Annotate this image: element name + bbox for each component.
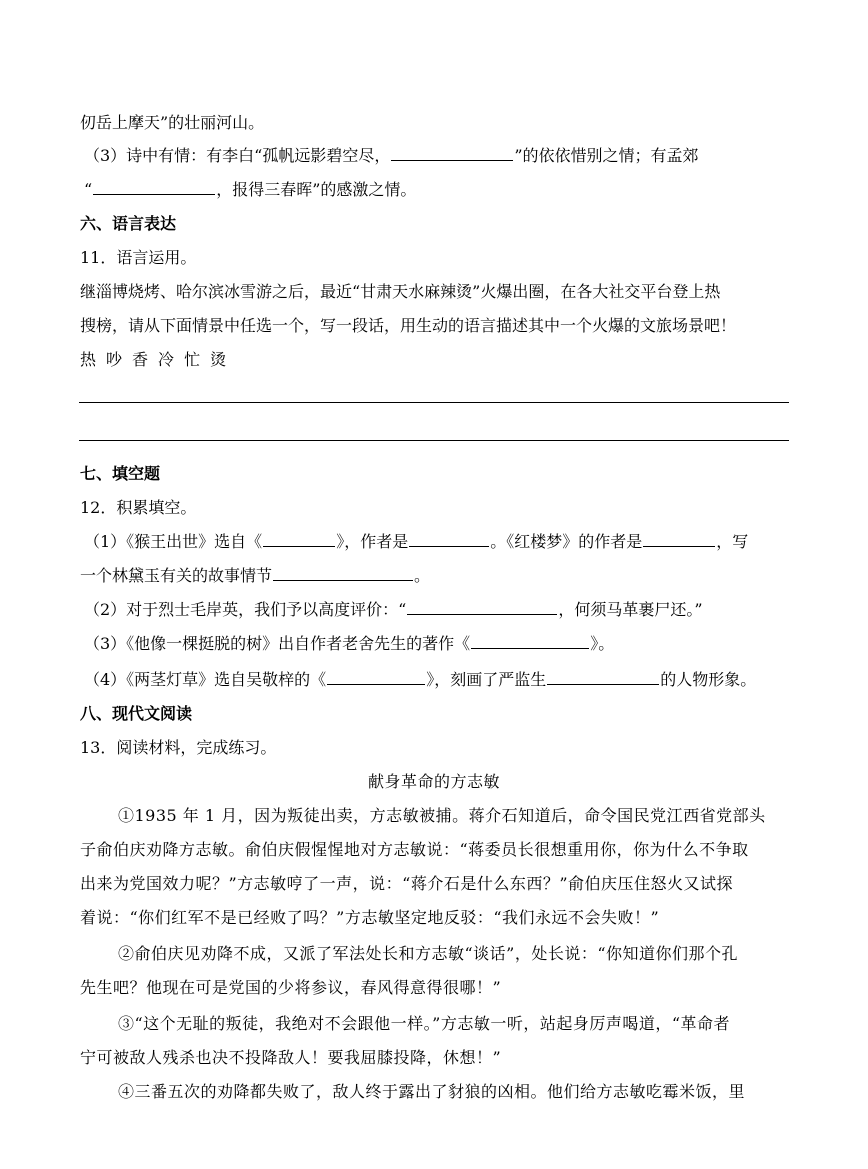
question-13-title: 13．阅读材料，完成练习。 [80, 738, 277, 757]
article-paragraph-line: ②俞伯庆见劝降不成，又派了军法处长和方志敏“谈话”，处长说：“你知道你们那个孔 [118, 944, 739, 963]
q12-1-line-2: 一个林黛玉有关的故事情节 。 [80, 566, 431, 585]
fill-blank[interactable] [407, 600, 557, 615]
article-paragraph-line: 出来为党国效力呢？”方志敏哼了一声，说：“蒋介石是什么东西？”俞伯庆压住怒火又试探 [80, 874, 734, 893]
fill-blank[interactable] [327, 670, 425, 685]
article-paragraph-line: ④三番五次的劝降都失败了，敌人终于露出了豺狼的凶相。他们给方志敏吃霉米饭，里 [118, 1082, 746, 1101]
scene-words [80, 349, 789, 371]
answer-line[interactable] [79, 402, 789, 403]
q12-4-line: （4）《两茎灯草》选自吴敬梓的《 》，刻画了严监生 的人物形象。 [84, 670, 757, 689]
scene-word: 忙 [184, 350, 201, 369]
fill-blank[interactable] [471, 634, 589, 649]
article-paragraph-line: 子俞伯庆劝降方志敏。俞伯庆假惺惺地对方志敏说：“蒋委员长很想重用你，你为什么不争取 [80, 840, 749, 859]
text-line: 继淄博烧烤、哈尔滨冰雪游之后，最近“甘肃天水麻辣烫”火爆出圈，在各大社交平台登上热 [80, 282, 721, 301]
fill-blank[interactable] [409, 532, 489, 547]
fill-blank[interactable] [93, 180, 215, 195]
fill-blank[interactable] [273, 566, 413, 581]
scene-word: 香 [132, 350, 149, 369]
section-heading-8: 八、现代文阅读 [80, 704, 193, 723]
scene-word: 吵 [106, 350, 123, 369]
article-paragraph-line: 先生吧？他现在可是党国的少将参议，春风得意得很哪！” [80, 978, 502, 997]
q12-1-line-1: （1）《猴王出世》选自《 》，作者是 。《红楼梦》的作者是 ，写 [84, 532, 749, 551]
scene-word: 烫 [210, 350, 227, 369]
q3-line-1: （3）诗中有情：有李白“孤帆远影碧空尽， ”的依依惜别之情；有孟郊 [84, 146, 699, 165]
q12-3-line: （3）《他像一棵挺脱的树》出自作者老舍先生的著作《 》。 [84, 634, 615, 653]
article-paragraph-line: ③“这个无耻的叛徒，我绝对不会跟他一样。”方志敏一听，站起身厉声喝道，“革命者 [118, 1014, 731, 1033]
fill-blank[interactable] [263, 532, 335, 547]
fill-blank[interactable] [643, 532, 715, 547]
section-heading-7: 七、填空题 [80, 464, 161, 483]
fill-blank[interactable] [547, 670, 659, 685]
section-heading-6: 六、语言表达 [80, 214, 177, 233]
text-line: 仞岳上摩天”的壮丽河山。 [80, 113, 265, 132]
article-paragraph-line: 着说：“你们红军不是已经败了吗？”方志敏坚定地反驳：“我们永远不会失败！” [80, 908, 660, 927]
scene-word: 热 [80, 350, 97, 369]
article-paragraph-line: ①1935 年 1 月，因为叛徒出卖，方志敏被捕。蒋介石知道后，命令国民党江西省党部头 [118, 806, 766, 825]
scene-word: 冷 [158, 350, 175, 369]
article-title: 献身革命的方志敏 [367, 772, 500, 791]
question-11-title: 11．语言运用。 [80, 248, 197, 267]
question-12-title: 12．积累填空。 [80, 498, 197, 517]
fill-blank[interactable] [391, 146, 513, 161]
q3-line-2: “ ，报得三春晖”的感激之情。 [84, 180, 417, 199]
answer-line[interactable] [79, 440, 789, 441]
article-paragraph-line: 宁可被敌人残杀也决不投降敌人！要我屈膝投降，休想！” [80, 1048, 502, 1067]
text-line: 搜榜，请从下面情景中任选一个，写一段话，用生动的语言描述其中一个火爆的文旅场景吧！ [80, 316, 737, 335]
q12-2-line: （2）对于烈士毛岸英，我们予以高度评价：“ ，何须马革裹尸还。” [84, 600, 703, 619]
